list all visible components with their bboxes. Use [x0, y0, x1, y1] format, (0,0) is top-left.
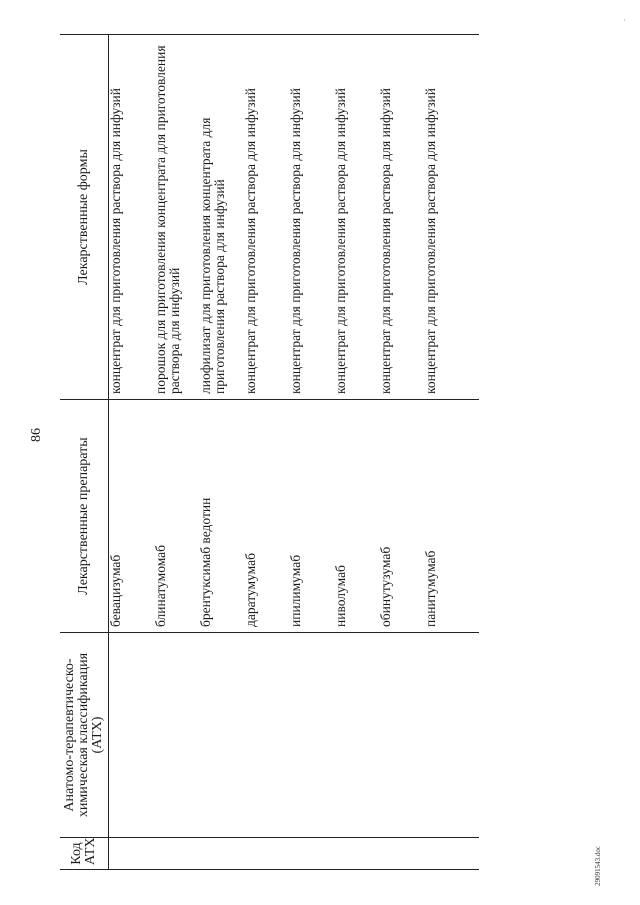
cell-form: концентрат для приготовления раствора для инфузий	[289, 35, 334, 400]
drug-table	[60, 34, 479, 870]
cell-atc	[109, 633, 155, 838]
header-drugs: Лекарственные препараты	[60, 400, 109, 633]
cell-form: концентрат для приготовления раствора для инфузий	[244, 35, 289, 400]
table-row	[154, 35, 199, 870]
table-row	[109, 35, 155, 870]
cell-atc	[199, 633, 244, 838]
cell-drug: блинатумомаб	[154, 400, 199, 633]
cell-atc	[379, 633, 424, 838]
header-dosage-forms: Лекарственные формы	[60, 35, 109, 400]
cell-drug: панитумумаб	[424, 400, 479, 633]
cell-drug: ипилимумаб	[289, 400, 334, 633]
cell-drug: даратумумаб	[244, 400, 289, 633]
cell-form: порошок для приготовления концентрата для приготовления раствора для инфузий	[154, 35, 199, 400]
cell-form: лиофилизат для приготовления концентрата для приготовления раствора для инфузий	[199, 35, 244, 400]
cell-form: концентрат для приготовления раствора для инфузий	[334, 35, 379, 400]
footer-filename: 29091543.doc	[593, 846, 602, 886]
rotated-page	[60, 35, 615, 870]
cell-form: концентрат для приготовления раствора для инфузий	[379, 35, 424, 400]
cell-drug: бевацизумаб	[109, 400, 155, 633]
header-atc-classification: Анатомо-терапевтическо-химическая классификация (АТХ)	[60, 633, 109, 838]
header-atc-code: Код АТХ	[60, 838, 109, 870]
cell-atc	[424, 633, 479, 838]
cell-code	[154, 838, 199, 870]
table-row	[289, 35, 334, 870]
cell-code	[289, 838, 334, 870]
cell-atc	[244, 633, 289, 838]
cell-code	[424, 838, 479, 870]
page-number: 86	[29, 428, 44, 442]
table-row	[244, 35, 289, 870]
cell-atc	[334, 633, 379, 838]
table-row	[424, 35, 479, 870]
cell-code	[109, 838, 155, 870]
cell-drug: ниволумаб	[334, 400, 379, 633]
cell-atc	[289, 633, 334, 838]
table-row	[199, 35, 244, 870]
cell-form: концентрат для приготовления раствора для инфузий	[109, 35, 155, 400]
cell-code	[334, 838, 379, 870]
cell-code	[199, 838, 244, 870]
cell-drug: обинутузумаб	[379, 400, 424, 633]
table-row	[379, 35, 424, 870]
cell-code	[379, 838, 424, 870]
cell-form: концентрат для приготовления раствора для инфузий	[424, 35, 479, 400]
cell-atc	[154, 633, 199, 838]
edge-mark: '	[624, 20, 626, 26]
cell-code	[244, 838, 289, 870]
cell-drug: брентуксимаб ведотин	[199, 400, 244, 633]
table-header-row	[60, 35, 109, 870]
table-row	[334, 35, 379, 870]
